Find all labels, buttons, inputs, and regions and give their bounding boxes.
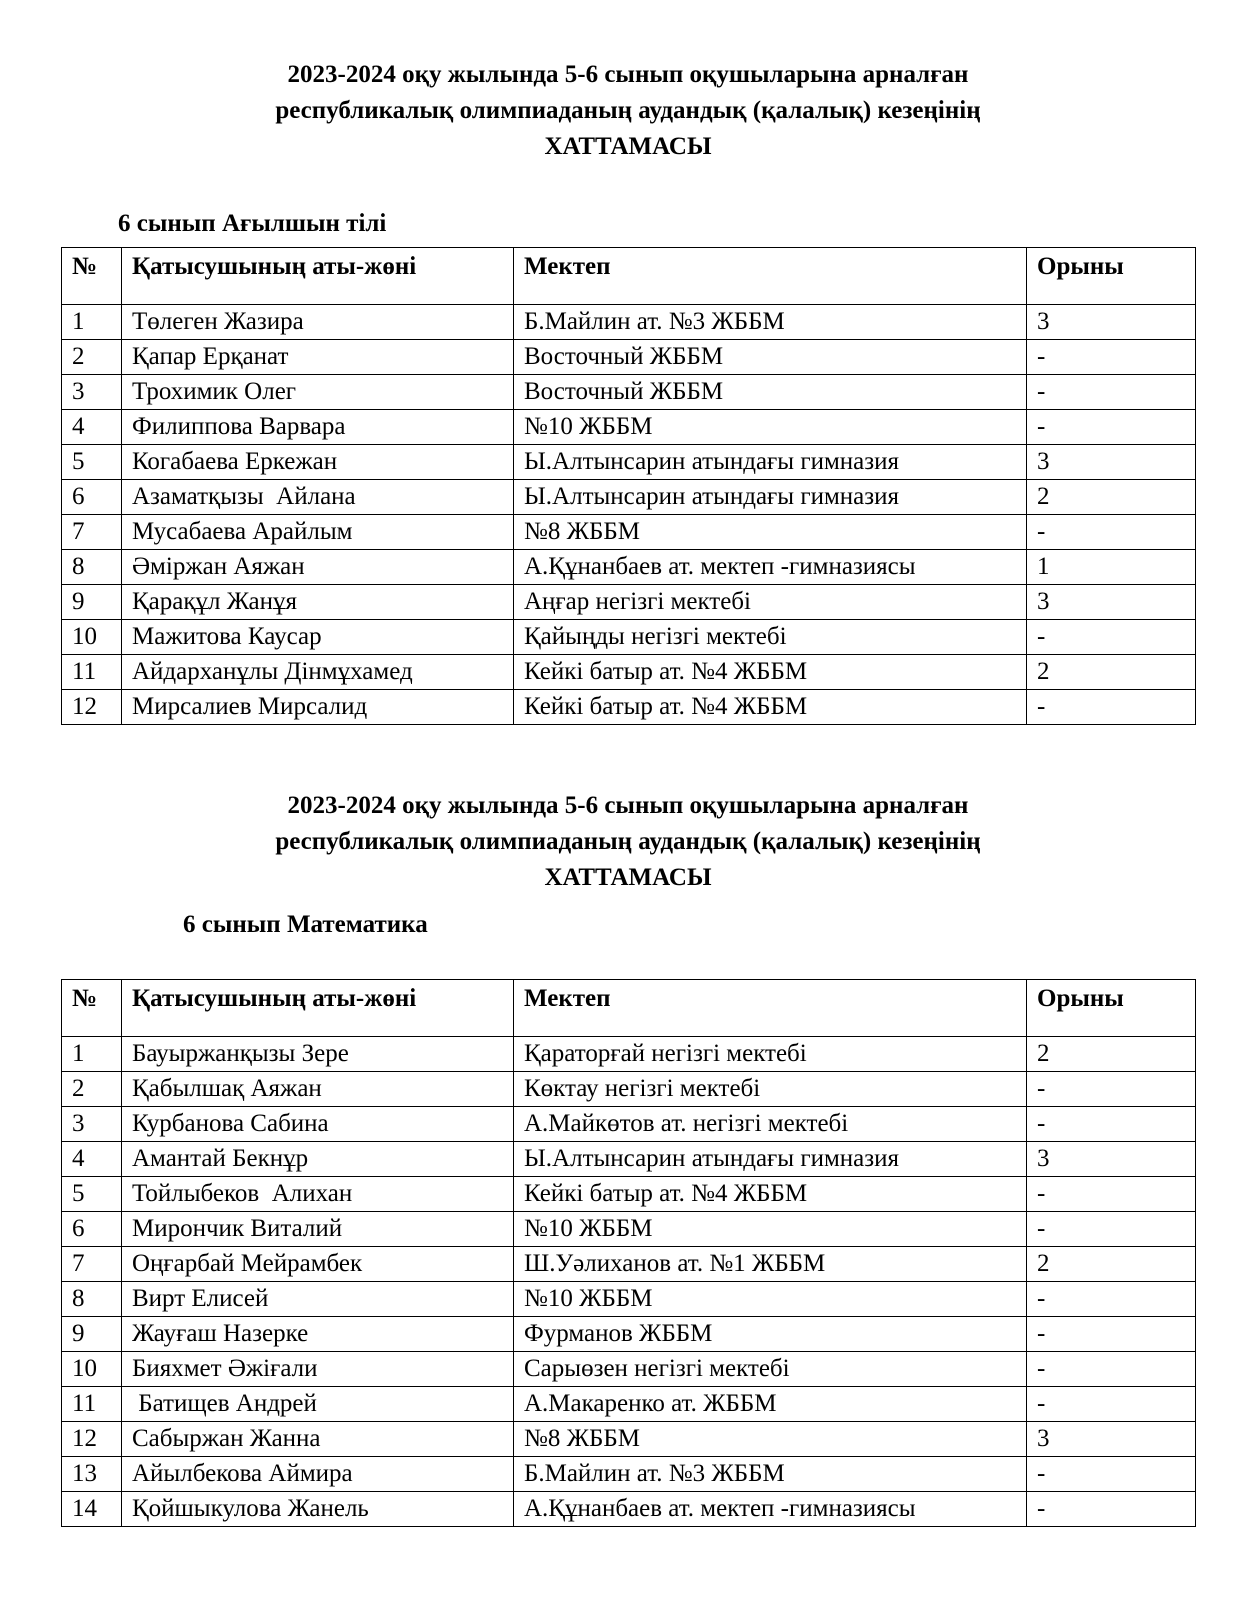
cell-school: Восточный ЖББМ [514,340,1027,375]
table-row [62,1037,1196,1072]
table-row [62,655,1196,690]
cell-school: Ы.Алтынсарин атындағы гимназия [514,1142,1027,1177]
heading-line: 2023-2024 оқу жылында 5-6 сынып оқушыларына арналған [287,61,969,88]
cell-participant-name: Қойшыкулова Жанель [122,1492,514,1527]
cell-place: 3 [1027,585,1196,620]
cell-participant-name: Айдарханұлы Дінмұхамед [122,655,514,690]
cell-place: - [1027,340,1196,375]
table-row [62,1107,1196,1142]
cell-school: Восточный ЖББМ [514,375,1027,410]
table-row [62,1072,1196,1107]
cell-school: Б.Майлин ат. №3 ЖББМ [514,305,1027,340]
table-row [62,375,1196,410]
cell-number: 8 [62,550,122,585]
cell-school: Көктау негізгі мектебі [514,1072,1027,1107]
column-header-participant: Қатысушының аты-жөні [122,248,514,305]
cell-school: Ш.Уәлиханов ат. №1 ЖББМ [514,1247,1027,1282]
table-row [62,1492,1196,1527]
table-row [62,340,1196,375]
cell-participant-name: Филиппова Варвара [122,410,514,445]
cell-number: 1 [62,1037,122,1072]
cell-school: А.Макаренко ат. ЖББМ [514,1387,1027,1422]
table-row [62,585,1196,620]
table-row [62,1317,1196,1352]
table-row [62,1387,1196,1422]
heading-line: республикалық олимпиаданың аудандық (қалалық) кезеңінің [275,97,981,124]
section-1-heading [0,57,1256,165]
cell-place: - [1027,515,1196,550]
cell-participant-name: Амантай Бекнұр [122,1142,514,1177]
cell-school: Қараторғай негізгі мектебі [514,1037,1027,1072]
cell-place: 3 [1027,445,1196,480]
table-header-row [62,980,1196,1037]
cell-participant-name: Трохимик Олег [122,375,514,410]
cell-number: 3 [62,375,122,410]
cell-place: - [1027,1177,1196,1212]
column-header-participant: Қатысушының аты-жөні [122,980,514,1037]
cell-number: 10 [62,1352,122,1387]
cell-school: №10 ЖББМ [514,1282,1027,1317]
table-row [62,1247,1196,1282]
cell-school: Сарыөзен негізгі мектебі [514,1352,1027,1387]
column-header-place: Орыны [1027,248,1196,305]
table-row [62,1142,1196,1177]
table-row [62,550,1196,585]
cell-number: 9 [62,585,122,620]
cell-place: - [1027,1317,1196,1352]
section-2-heading [0,788,1256,896]
table-row [62,445,1196,480]
cell-participant-name: Азаматқызы Айлана [122,480,514,515]
heading-line: республикалық олимпиаданың аудандық (қалалық) кезеңінің [275,828,981,855]
cell-number: 9 [62,1317,122,1352]
cell-number: 6 [62,480,122,515]
cell-participant-name: Сабыржан Жанна [122,1422,514,1457]
heading-title: ХАТТАМАСЫ [544,133,712,160]
cell-school: №8 ЖББМ [514,515,1027,550]
cell-participant-name: Курбанова Сабина [122,1107,514,1142]
cell-place: - [1027,1282,1196,1317]
table-row [62,480,1196,515]
cell-school: Аңғар негізгі мектебі [514,585,1027,620]
cell-number: 7 [62,1247,122,1282]
heading-line: 2023-2024 оқу жылында 5-6 сынып оқушыларына арналған [287,792,969,819]
cell-place: - [1027,1212,1196,1247]
cell-participant-name: Бияхмет Әжіғали [122,1352,514,1387]
cell-participant-name: Қапар Ерқанат [122,340,514,375]
cell-participant-name: Айылбекова Аймира [122,1457,514,1492]
cell-number: 13 [62,1457,122,1492]
cell-number: 3 [62,1107,122,1142]
cell-place: - [1027,1072,1196,1107]
column-header-school: Мектеп [514,980,1027,1037]
cell-participant-name: Жауғаш Назерке [122,1317,514,1352]
cell-participant-name: Мажитова Каусар [122,620,514,655]
cell-place: - [1027,410,1196,445]
table-row [62,410,1196,445]
cell-school: Б.Майлин ат. №3 ЖББМ [514,1457,1027,1492]
cell-participant-name: Мусабаева Арайлым [122,515,514,550]
cell-participant-name: Мирончик Виталий [122,1212,514,1247]
cell-participant-name: Қабылшақ Аяжан [122,1072,514,1107]
section-1-subtitle: 6 сынып Ағылшын тілі [118,210,387,237]
cell-school: Ы.Алтынсарин атындағы гимназия [514,445,1027,480]
table-row [62,1212,1196,1247]
cell-school: А.Құнанбаев ат. мектеп -гимназиясы [514,550,1027,585]
cell-number: 12 [62,1422,122,1457]
cell-number: 5 [62,445,122,480]
cell-number: 1 [62,305,122,340]
cell-place: - [1027,1107,1196,1142]
cell-school: Фурманов ЖББМ [514,1317,1027,1352]
cell-participant-name: Когабаева Еркежан [122,445,514,480]
cell-place: 3 [1027,305,1196,340]
cell-number: 7 [62,515,122,550]
cell-number: 14 [62,1492,122,1527]
cell-place: 2 [1027,480,1196,515]
table-row [62,690,1196,725]
cell-participant-name: Вирт Елисей [122,1282,514,1317]
table-row [62,1282,1196,1317]
cell-school: А.Майкөтов ат. негізгі мектебі [514,1107,1027,1142]
cell-number: 12 [62,690,122,725]
cell-number: 4 [62,1142,122,1177]
cell-number: 10 [62,620,122,655]
cell-school: Кейкі батыр ат. №4 ЖББМ [514,655,1027,690]
cell-place: - [1027,690,1196,725]
cell-participant-name: Батищев Андрей [122,1387,514,1422]
cell-place: 1 [1027,550,1196,585]
section-2-subtitle: 6 сынып Математика [183,911,428,938]
table-row [62,305,1196,340]
cell-place: - [1027,1492,1196,1527]
table-row [62,620,1196,655]
cell-place: - [1027,375,1196,410]
cell-number: 11 [62,1387,122,1422]
cell-number: 5 [62,1177,122,1212]
cell-number: 6 [62,1212,122,1247]
table-row [62,1352,1196,1387]
cell-place: - [1027,1457,1196,1492]
cell-place: 2 [1027,655,1196,690]
cell-school: №10 ЖББМ [514,1212,1027,1247]
table-header-row [62,248,1196,305]
column-header-school: Мектеп [514,248,1027,305]
cell-place: 3 [1027,1422,1196,1457]
table-row [62,1422,1196,1457]
section-1-table [61,247,1196,725]
cell-number: 4 [62,410,122,445]
cell-school: Ы.Алтынсарин атындағы гимназия [514,480,1027,515]
column-header-place: Орыны [1027,980,1196,1037]
cell-school: №10 ЖББМ [514,410,1027,445]
cell-school: Кейкі батыр ат. №4 ЖББМ [514,1177,1027,1212]
cell-number: 11 [62,655,122,690]
heading-title: ХАТТАМАСЫ [544,864,712,891]
cell-participant-name: Әміржан Аяжан [122,550,514,585]
table-row [62,1177,1196,1212]
cell-place: 3 [1027,1142,1196,1177]
cell-place: 2 [1027,1247,1196,1282]
cell-participant-name: Қарақұл Жанұя [122,585,514,620]
cell-participant-name: Тойлыбеков Алихан [122,1177,514,1212]
cell-place: - [1027,1352,1196,1387]
cell-participant-name: Оңғарбай Мейрамбек [122,1247,514,1282]
table-row [62,515,1196,550]
cell-place: 2 [1027,1037,1196,1072]
cell-number: 2 [62,340,122,375]
cell-participant-name: Мирсалиев Мирсалид [122,690,514,725]
cell-school: Қайыңды негізгі мектебі [514,620,1027,655]
table-row [62,1457,1196,1492]
column-header-number: № [62,248,122,305]
column-header-number: № [62,980,122,1037]
section-2-table [61,979,1196,1527]
cell-participant-name: Бауыржанқызы Зере [122,1037,514,1072]
cell-participant-name: Төлеген Жазира [122,305,514,340]
cell-number: 2 [62,1072,122,1107]
cell-place: - [1027,620,1196,655]
cell-school: Кейкі батыр ат. №4 ЖББМ [514,690,1027,725]
cell-school: №8 ЖББМ [514,1422,1027,1457]
cell-school: А.Құнанбаев ат. мектеп -гимназиясы [514,1492,1027,1527]
cell-number: 8 [62,1282,122,1317]
cell-place: - [1027,1387,1196,1422]
